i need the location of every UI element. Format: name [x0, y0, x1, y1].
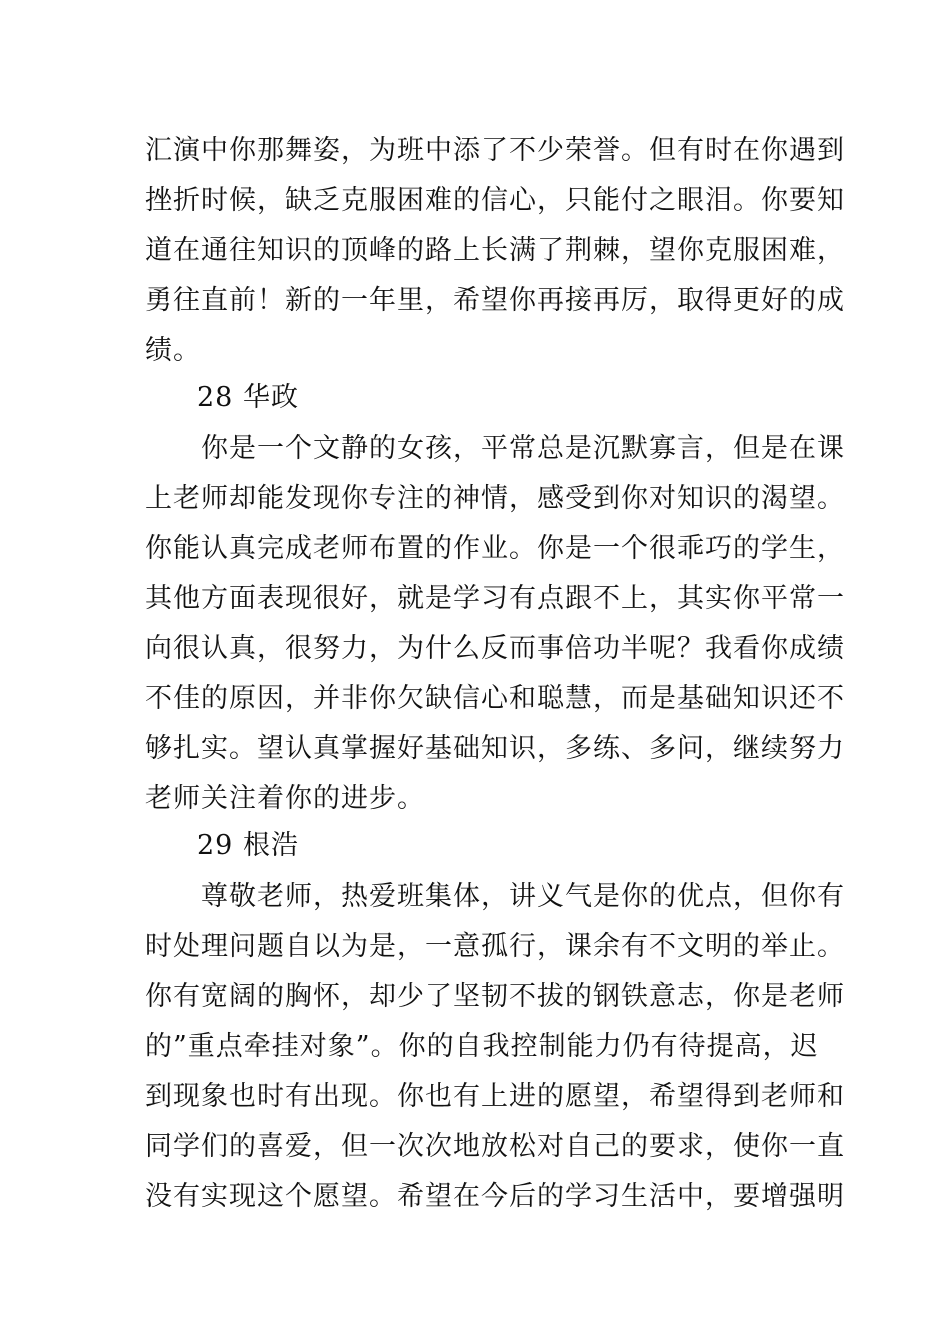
text-line: 到现象也时有出现。你也有上进的愿望，希望得到老师和 — [145, 1081, 845, 1112]
text-line: 绩。 — [145, 335, 201, 366]
text-line: 不佳的原因，并非你欠缺信心和聪慧，而是基础知识还不 — [145, 683, 845, 714]
text-line: 同学们的喜爱，但一次次地放松对自己的要求，使你一直 — [145, 1131, 845, 1162]
text-line: 道在通往知识的顶峰的路上长满了荆棘，望你克服困难， — [145, 235, 845, 266]
text-line: 老师关注着你的进步。 — [145, 783, 425, 814]
text-line: 勇往直前！新的一年里，希望你再接再厉，取得更好的成 — [145, 285, 845, 316]
text-line: 你能认真完成老师布置的作业。你是一个很乖巧的学生， — [145, 533, 845, 564]
student-heading: 28 华政 — [197, 382, 299, 413]
text-line: 够扎实。望认真掌握好基础知识，多练、多问，继续努力 — [145, 733, 845, 764]
student-heading: 29 根浩 — [197, 830, 299, 861]
text-line: 尊敬老师，热爱班集体，讲义气是你的优点，但你有 — [201, 881, 845, 912]
text-line: 你有宽阔的胸怀，却少了坚韧不拔的钢铁意志，你是老师 — [145, 981, 845, 1012]
text-line: 上老师却能发现你专注的神情，感受到你对知识的渴望。 — [145, 483, 845, 514]
text-line: 时处理问题自以为是，一意孤行，课余有不文明的举止。 — [145, 931, 845, 962]
text-line: 没有实现这个愿望。希望在今后的学习生活中，要增强明 — [145, 1181, 845, 1212]
text-line: 汇演中你那舞姿，为班中添了不少荣誉。但有时在你遇到 — [145, 135, 845, 166]
text-line: 的”重点牵挂对象”。你的自我控制能力仍有待提高，迟 — [145, 1031, 819, 1062]
text-line: 你是一个文静的女孩，平常总是沉默寡言，但是在课 — [201, 433, 845, 464]
text-line: 挫折时候，缺乏克服困难的信心，只能付之眼泪。你要知 — [145, 185, 845, 216]
text-line: 其他方面表现很好，就是学习有点跟不上，其实你平常一 — [145, 583, 845, 614]
text-line: 向很认真，很努力，为什么反而事倍功半呢？我看你成绩 — [145, 633, 845, 664]
